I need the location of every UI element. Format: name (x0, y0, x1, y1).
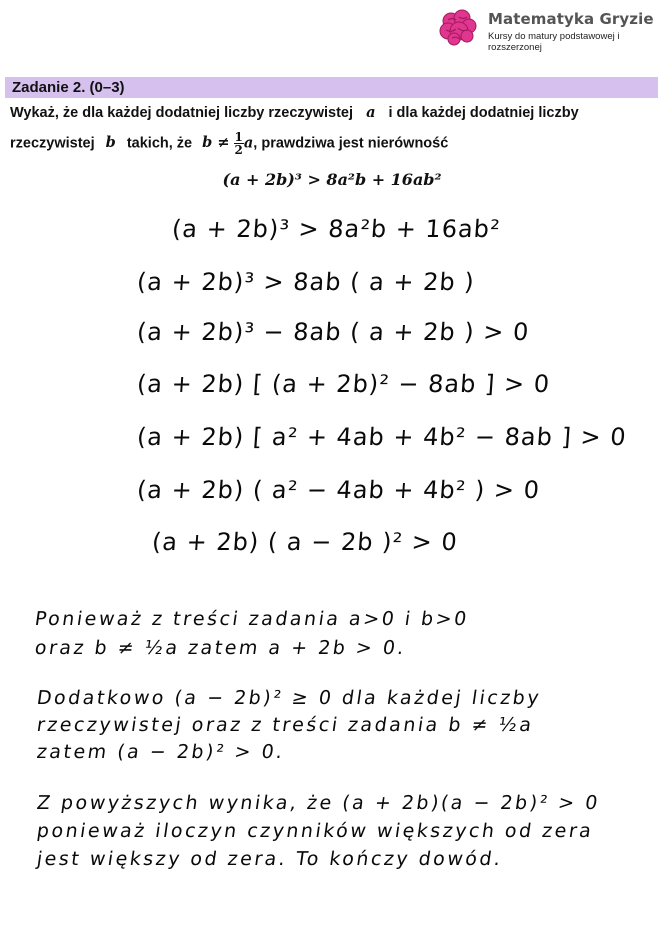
statement-text-2a: rzeczywistej (10, 135, 95, 152)
solution-step-6: (a + 2b) ( a² − 4ab + 4b² ) > 0 (136, 476, 541, 504)
solution-note-2: oraz b ≠ ½a zatem a + 2b > 0. (33, 637, 408, 659)
statement-text-1a: Wykaż, że dla każdej dodatniej liczby rzeczywistej (10, 105, 354, 121)
solution-step-7: (a + 2b) ( a − 2b )² > 0 (151, 528, 459, 556)
statement-text-2b: takich, że (126, 135, 193, 152)
condition-lhs: b ≠ (202, 134, 230, 152)
task-header-bar (5, 77, 658, 98)
condition-rhs: a (243, 134, 254, 152)
fraction-denominator: 2 (234, 143, 243, 157)
solution-note-7: ponieważ iloczyn czynników większych od zera (35, 820, 595, 842)
solution-note-6: Z powyższych wynika, że (a + 2b)(a − 2b)² > 0 (35, 792, 602, 814)
solution-step-3: (a + 2b)³ − 8ab ( a + 2b ) > 0 (136, 318, 531, 346)
brand-header (438, 6, 660, 54)
statement-text-2c: , prawdziwa jest nierówność (253, 135, 449, 152)
target-inequality: (a + 2b)³ > 8a²b + 16ab² (222, 170, 442, 189)
solution-note-4: rzeczywistej oraz z treści zadania b ≠ ½a (35, 714, 536, 736)
solution-step-1: (a + 2b)³ > 8a²b + 16ab² (171, 215, 502, 243)
solution-step-5: (a + 2b) [ a² + 4ab + 4b² − 8ab ] > 0 (136, 423, 628, 451)
solution-step-2: (a + 2b)³ > 8ab ( a + 2b ) (136, 268, 476, 296)
fraction-one-half (234, 131, 244, 156)
brain-icon (438, 8, 478, 48)
var-b: b (105, 134, 116, 152)
task-title: Zadanie 2. (0–3) (12, 79, 125, 96)
brand-name: Matematyka Gryzie (488, 10, 654, 28)
var-a: a (366, 104, 376, 121)
fraction-numerator: 1 (234, 130, 243, 144)
solution-note-5: zatem (a − 2b)² > 0. (35, 741, 287, 763)
solution-note-3: Dodatkowo (a − 2b)² ≥ 0 dla każdej liczby (35, 687, 543, 709)
solution-step-4: (a + 2b) [ (a + 2b)² − 8ab ] > 0 (136, 370, 552, 398)
solution-note-1: Ponieważ z treści zadania a>0 i b>0 (33, 608, 471, 630)
statement-text-1b: i dla każdej dodatniej liczby (388, 105, 579, 121)
statement-line-2 (10, 131, 448, 156)
brand-tagline: Kursy do matury podstawowej i rozszerzonej (488, 31, 620, 53)
solution-note-8: jest większy od zera. To kończy dowód. (35, 848, 505, 870)
statement-line-1 (10, 104, 579, 121)
